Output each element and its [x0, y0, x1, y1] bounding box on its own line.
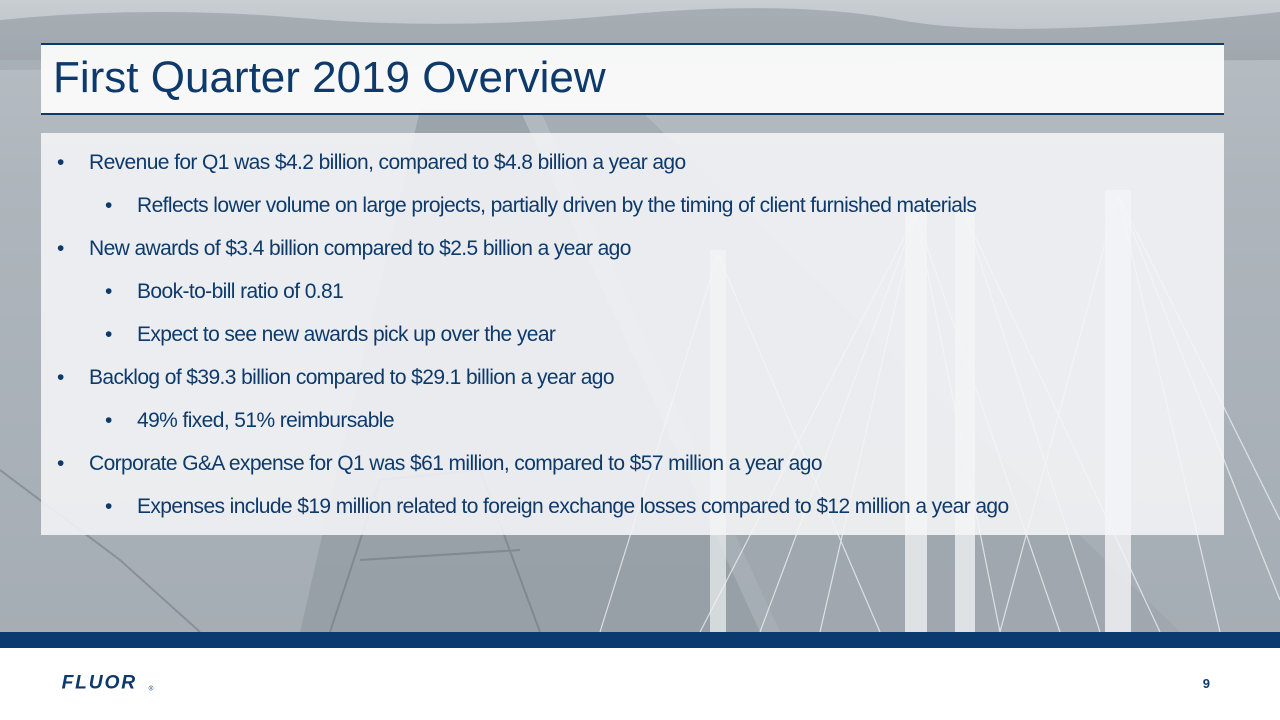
footer-bar	[0, 632, 1280, 648]
bullet-text: Expenses include $19 million related to foreign exchange losses compared to $12 million a year ago	[137, 495, 1009, 518]
bullet-dot: •	[57, 237, 64, 260]
bullet-dot: •	[105, 409, 112, 432]
slide-title: First Quarter 2019 Overview	[53, 53, 606, 102]
bullet-backlog	[57, 366, 614, 390]
bullet-text: Revenue for Q1 was $4.2 billion, compared to $4.8 billion a year ago	[89, 151, 686, 174]
bullet-corporate-ga	[57, 452, 822, 476]
bullet-dot: •	[105, 280, 112, 303]
bullet-dot: •	[105, 194, 112, 217]
bullet-text: 49% fixed, 51% reimbursable	[137, 409, 394, 432]
fluor-logo	[57, 671, 167, 693]
bullet-text: Book-to-bill ratio of 0.81	[137, 280, 344, 303]
bullet-new-awards	[57, 237, 631, 261]
sub-bullet-fx-losses	[105, 495, 1009, 519]
bullet-dot: •	[57, 366, 64, 389]
bullet-text: Corporate G&A expense for Q1 was $61 million, compared to $57 million a year ago	[89, 452, 822, 475]
page-number: 9	[1202, 676, 1210, 691]
bullet-text: Backlog of $39.3 billion compared to $29.1 billion a year ago	[89, 366, 614, 389]
sub-bullet-revenue-detail	[105, 194, 977, 218]
bullet-dot: •	[57, 452, 64, 475]
bullet-text: Reflects lower volume on large projects, partially driven by the timing of client furnished materials	[137, 194, 977, 217]
bullet-text: Expect to see new awards pick up over the year	[137, 323, 556, 346]
bullet-text: New awards of $3.4 billion compared to $2.5 billion a year ago	[89, 237, 631, 260]
bullet-dot: •	[105, 495, 112, 518]
sub-bullet-awards-outlook	[105, 323, 556, 347]
bullet-dot: •	[57, 151, 64, 174]
logo-registered-mark: ®	[148, 685, 154, 693]
sub-bullet-book-to-bill	[105, 280, 344, 304]
logo-wordmark: FLUOR	[61, 672, 138, 693]
bullet-dot: •	[105, 323, 112, 346]
bullet-revenue	[57, 151, 686, 175]
title-band	[41, 43, 1224, 115]
sub-bullet-backlog-mix	[105, 409, 394, 433]
